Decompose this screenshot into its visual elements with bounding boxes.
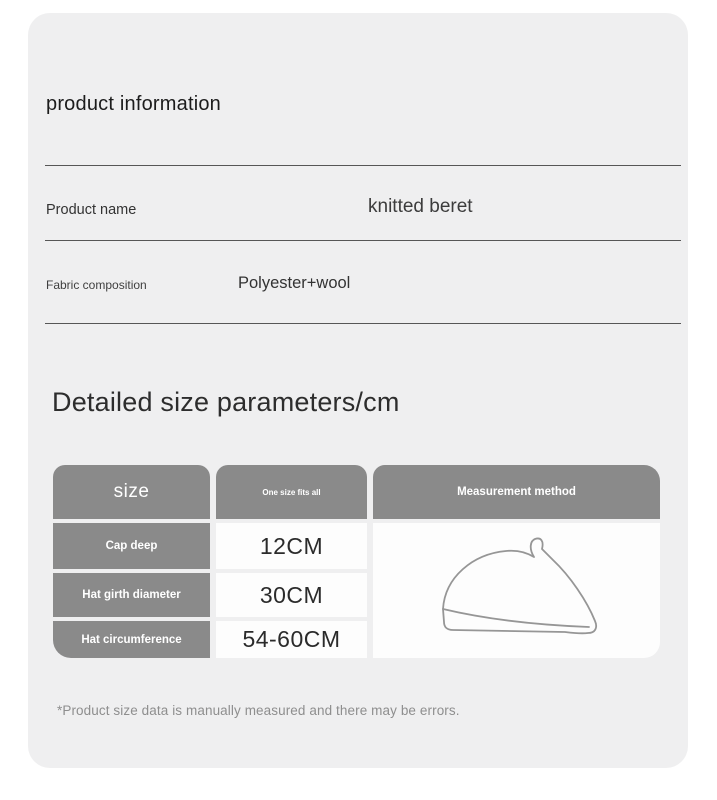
size-row-value-cap-deep: 12CM bbox=[216, 523, 367, 569]
size-row-label-hat-circumference: Hat circumference bbox=[53, 621, 210, 658]
size-table-header-size: size bbox=[53, 465, 210, 519]
size-row-value-hat-girth-diameter: 30CM bbox=[216, 573, 367, 617]
size-table-header-measurement-method: Measurement method bbox=[373, 465, 660, 519]
size-table-header-one-size: One size fits all bbox=[216, 465, 367, 519]
divider bbox=[45, 323, 681, 324]
product-name-value: knitted beret bbox=[368, 196, 473, 217]
size-row-label-cap-deep: Cap deep bbox=[53, 523, 210, 569]
beret-illustration bbox=[373, 523, 660, 658]
size-section-title: Detailed size parameters/cm bbox=[52, 387, 400, 417]
product-info-title: product information bbox=[46, 93, 222, 115]
size-row-value-hat-circumference: 54-60CM bbox=[216, 621, 367, 658]
product-name-label: Product name bbox=[46, 202, 137, 218]
product-info-card bbox=[28, 13, 688, 768]
divider bbox=[45, 165, 681, 166]
measurement-illustration-cell bbox=[373, 523, 660, 658]
fabric-composition-value: Polyester+wool bbox=[238, 274, 351, 292]
divider bbox=[45, 240, 681, 241]
fabric-composition-label: Fabric composition bbox=[46, 278, 147, 292]
size-row-label-hat-girth-diameter: Hat girth diameter bbox=[53, 573, 210, 617]
size-disclaimer-note: *Product size data is manually measured and there may be errors. bbox=[57, 703, 460, 718]
size-table bbox=[53, 465, 660, 658]
